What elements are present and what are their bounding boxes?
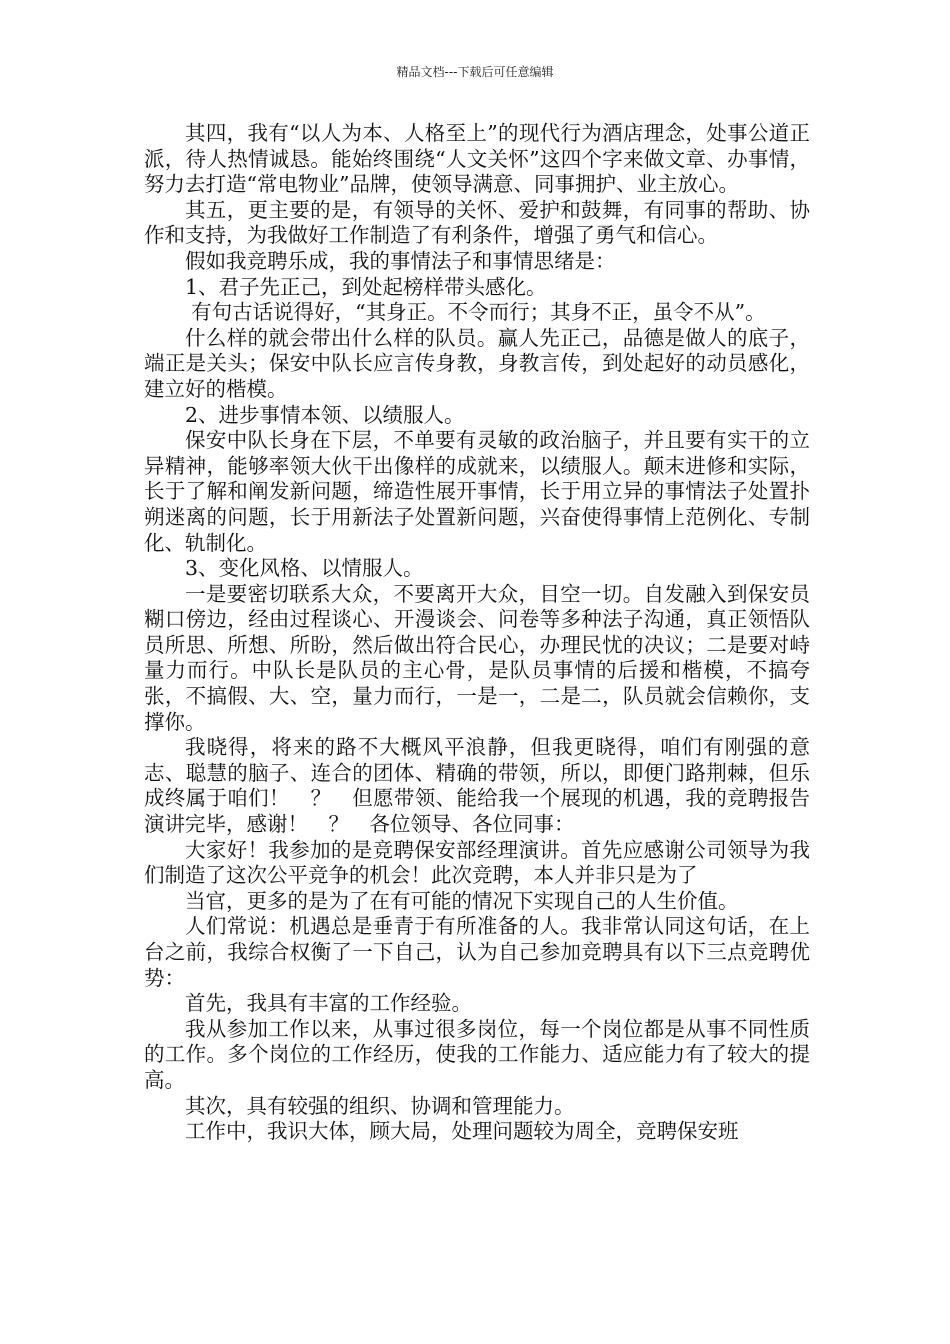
paragraph: 3、变化风格、以情服人。: [185, 556, 424, 581]
paragraph: 其四，我有“以人为本、人格至上”的现代行为酒店理念，处事公道正派，待人热情诚恳。能始终围绕“人文关怀”这四个字来做文章、办事情，努力去打造“常电物业”品牌，使领导满意、同事拥护、业主放心。: [144, 121, 810, 197]
paragraph: 当官，更多的是为了在有可能的情况下实现自己的人生价值。: [185, 888, 739, 913]
paragraph: 工作中，我识大体，顾大局，处理问题较为周全，竞聘保安班: [185, 1119, 739, 1144]
paragraph: 我晓得，将来的路不大概风平浪静，但我更晓得，咱们有刚强的意志、聪慧的脑子、连合的团体、精确的带领，所以，即便门路荆棘，但乐成终属于咱们！ ？ 但愿带领、能给我一个展现的机遇，我的竞聘报告演讲完毕，感谢！ ？ 各位领导、各位同事：: [144, 735, 810, 837]
paragraph: 假如我竞聘乐成，我的事情法子和事情思绪是：: [185, 248, 616, 273]
paragraph: 我从参加工作以来，从事过很多岗位，每一个岗位都是从事不同性质的工作。多个岗位的工作经历，使我的工作能力、适应能力有了较大的提高。: [144, 1016, 810, 1092]
page-header: 精品文档---下载后可任意编辑: [396, 65, 554, 79]
paragraph: 什么样的就会带出什么样的队员。赢人先正己，品德是做人的底子，端正是关头；保安中队长应言传身教，身教言传，到处起好的动员感化，建立好的楷模。: [144, 325, 810, 401]
paragraph: 大家好！我参加的是竞聘保安部经理演讲。首先应感谢公司领导为我们制造了这次公平竞争的机会！此次竞聘，本人并非只是为了: [144, 837, 810, 888]
paragraph: 首先，我具有丰富的工作经验。: [185, 991, 472, 1016]
document-body: [144, 121, 810, 1145]
paragraph: 2、进步事情本领、以绩服人。: [185, 402, 465, 427]
paragraph: 保安中队长身在下层，不单要有灵敏的政治脑子，并且要有实干的立异精神，能够率领大伙干出像样的成就来，以绩服人。颠末进修和实际，长于了解和阐发新问题，缔造性展开事情，长于用立异的事情法子处置扑朔迷离的问题，长于用新法子处置新问题，兴奋使得事情上范例化、专制化、轨制化。: [144, 428, 810, 555]
paragraph: 1、君子先正己，到处起榜样带头感化。: [185, 274, 547, 299]
paragraph: 有句古话说得好，“其身正。不令而行；其身不正，虽令不从”。: [191, 300, 766, 325]
paragraph: 其次，具有较强的组织、协调和管理能力。: [185, 1093, 575, 1118]
paragraph: 其五，更主要的是，有领导的关怀、爱护和鼓舞，有同事的帮助、协作和支持，为我做好工作制造了有利条件，增强了勇气和信心。: [144, 197, 810, 248]
paragraph: 一是要密切联系大众，不要离开大众，目空一切。自发融入到保安员糊口傍边，经由过程谈心、开漫谈会、问卷等多种法子沟通，真正领悟队员所思、所想、所盼，然后做出符合民心，办理民忧的决议；二是要对峙量力而行。中队长是队员的主心骨，是队员事情的后援和楷模，不搞夸张，不搞假、大、空，量力而行，一是一，二是二，队员就会信赖你，支撑你。: [144, 581, 810, 734]
paragraph: 人们常说：机遇总是垂青于有所准备的人。我非常认同这句话，在上台之前，我综合权衡了一下自己，认为自己参加竞聘具有以下三点竞聘优势：: [144, 914, 810, 990]
